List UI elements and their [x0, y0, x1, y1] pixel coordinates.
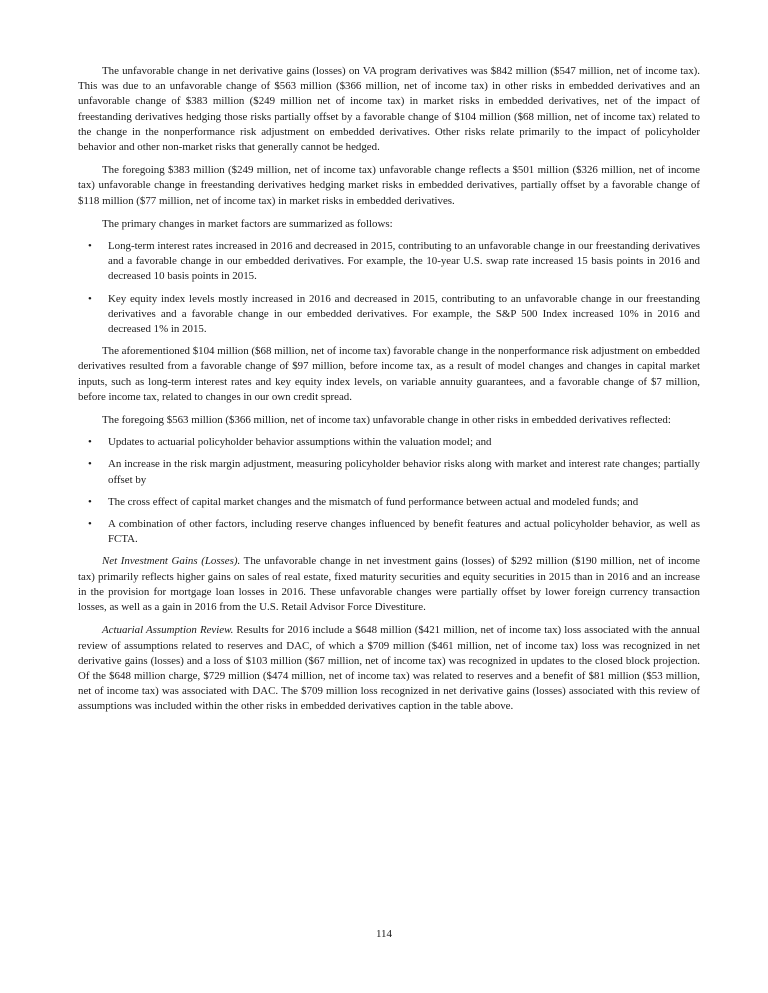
bullet-glyph: • [88, 292, 92, 305]
list-item [78, 517, 700, 547]
page-number: 114 [375, 928, 393, 940]
paragraph-body: The unfavorable change in net investment gains (losses) of $292 million ($190 million, net of income tax) primarily reflects higher gains on sales of real estate, fixed maturity securities and equity securities in 2015 than in 2016 and an increase in the provision for mortgage loan losses in 2016. These unfavorable changes were partially offset by lower foreign currency transaction losses, as well as a gain in 2016 from the U.S. Retail Advisor Force Divestiture. [78, 555, 700, 614]
paragraph-actuarial-review [78, 623, 700, 714]
bullet-glyph: • [88, 436, 92, 449]
paragraph-body: Results for 2016 include a $648 million ($421 million, net of income tax) loss associated with the annual review of assumptions related to reserves and DAC, of which a $709 million ($461 million, net of income tax) loss was recognized in net derivative gains (losses) and a loss of $103 million ($67 million, net of income tax) was recognized in updates to the closed block projection. Of the $648 million charge, $729 million ($474 million, net of income tax) was related to reserves and a benefit of $81 million ($53 million, net of income tax) was associated with DAC. The $709 million loss recognized in net derivative gains (losses) associated with this review of assumptions was included within the other risks in embedded derivatives caption in the table above. [78, 624, 700, 713]
market-factors-list [78, 239, 700, 337]
section-heading: Net Investment Gains (Losses). [102, 555, 241, 568]
list-item-text: The cross effect of capital market changes and the mismatch of fund performance between actual and modeled funds; and [108, 495, 639, 508]
paragraph-market-factors-intro: The primary changes in market factors are summarized as follows: [102, 217, 393, 230]
list-item [78, 457, 700, 487]
paragraph-nonperformance-risk: The aforementioned $104 million ($68 million, net of income tax) favorable change in the nonperformance risk adjustment on embedded derivatives resulted from a favorable change of $97 million, before income tax, as a result of model changes and changes in capital market inputs, such as long-term interest rates and key equity index levels, on variable annuity guarantees, and a favorable change of $7 million, before income tax, related to changes in our own credit spread. [78, 345, 700, 403]
paragraph-other-risks-intro: The foregoing $563 million ($366 million, net of income tax) unfavorable change in other risks in embedded derivatives reflected: [102, 414, 671, 427]
bullet-glyph: • [88, 458, 92, 471]
list-item [78, 239, 700, 285]
bullet-glyph: • [88, 495, 92, 508]
list-item-text: Updates to actuarial policyholder behavior assumptions within the valuation model; and [108, 436, 492, 449]
other-risks-list [78, 435, 700, 547]
paragraph-market-risks-change: The foregoing $383 million ($249 million, net of income tax) unfavorable change reflects a $501 million ($326 million, net of income tax) unfavorable change in freestanding derivatives hedging market risks in embedded derivatives, partially offset by a favorable change of $118 million ($77 million, net of income tax) in market risks in embedded derivatives. [78, 164, 700, 207]
paragraph-net-investment-gains [78, 554, 700, 615]
list-item [78, 435, 700, 450]
list-item [78, 495, 700, 510]
document-page [78, 64, 700, 723]
list-item [78, 292, 700, 338]
list-item-text: Long-term interest rates increased in 2016 and decreased in 2015, contributing to an unfavorable change in our freestanding derivatives and a favorable change in our embedded derivatives. For example, the 10-year U.S. swap rate increased 15 basis points in 2016 and decreased 10 basis points in 2015. [108, 240, 700, 283]
bullet-glyph: • [88, 240, 92, 253]
section-heading: Actuarial Assumption Review. [102, 624, 234, 637]
bullet-glyph: • [88, 518, 92, 531]
list-item-text: A combination of other factors, including reserve changes influenced by benefit features and actual policyholder behavior, as well as FCTA. [108, 518, 700, 546]
list-item-text: Key equity index levels mostly increased in 2016 and decreased in 2015, contributing to an unfavorable change in our freestanding derivatives and a favorable change in our embedded derivatives. For example, the S&P 500 Index increased 10% in 2016 and decreased 1% in 2015. [108, 292, 700, 336]
paragraph-va-program-derivatives: The unfavorable change in net derivative gains (losses) on VA program derivatives was $842 million ($547 million, net of income tax). This was due to an unfavorable change of $563 million ($366 million, net of income tax) in other risks in embedded derivatives and an unfavorable change of $383 million ($249 million net of income tax) in market risks in embedded derivatives, net of the impact of freestanding derivatives hedging those risks partially offset by a favorable change of $104 million ($68 million, net of income tax) related to the change in the nonperformance risk adjustment on embedded derivatives. Other risks relate primarily to the impact of policyholder behavior and other non-market risks that generally cannot be hedged. [78, 65, 700, 154]
list-item-text: An increase in the risk margin adjustment, measuring policyholder behavior risks along with market and interest rate changes; partially offset by [108, 458, 700, 486]
